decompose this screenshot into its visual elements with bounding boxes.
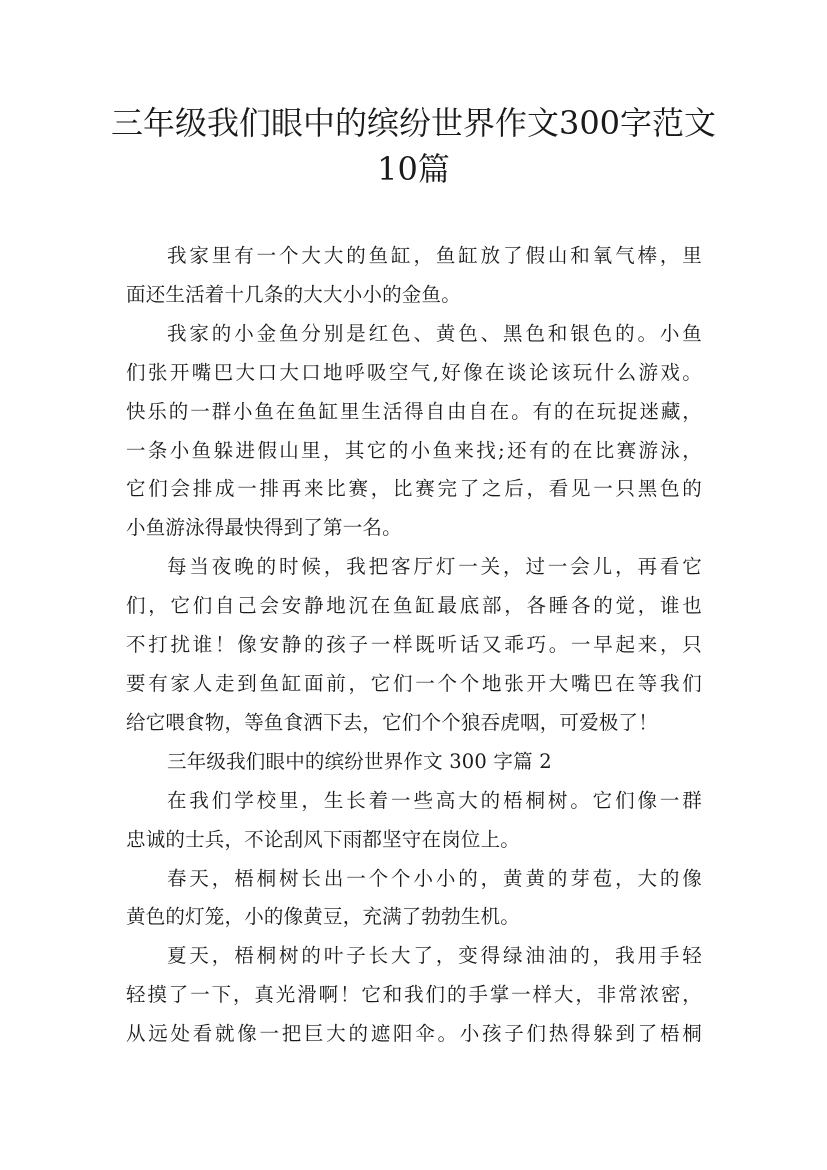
text-line: 快乐的一群小鱼在鱼缸里生活得自由自在。有的在玩捉迷藏，: [126, 399, 702, 423]
text-line: 我家里有一个大大的鱼缸，鱼缸放了假山和氧气棒，里: [167, 244, 702, 267]
text-line: 夏天，梧桐树的叶子长大了，变得绿油油的，我用手轻: [167, 944, 702, 968]
text-line: 给它喂食物，等鱼食洒下去，它们个个狼吞虎咽，可爱极了！: [126, 710, 658, 734]
text-line: 们，它们自己会安静地沉在鱼缸最底部，各睡各的觉，谁也: [126, 594, 702, 618]
text-line: 从远处看就像一把巨大的遮阳伞。小孩子们热得躲到了梧桐: [126, 1022, 702, 1046]
text-line: 每当夜晚的时候，我把客厅灯一关，过一会儿，再看它: [167, 555, 702, 579]
text-line: 一条小鱼躲进假山里，其它的小鱼来找;还有的在比赛游泳，: [126, 438, 702, 462]
text-line: 它们会排成一排再来比赛，比赛完了之后，看见一只黑色的: [126, 477, 702, 501]
text-line: 我家的小金鱼分别是红色、黄色、黑色和银色的。小鱼: [167, 321, 702, 345]
text-line: 们张开嘴巴大口大口地呼吸空气,好像在谈论该玩什么游戏。: [126, 360, 702, 384]
text-line: 面还生活着十几条的大大小小的金鱼。: [126, 282, 461, 306]
title-line-2: 10篇: [377, 150, 450, 188]
text-line: 忠诚的士兵，不论刮风下雨都坚守在岗位上。: [126, 827, 521, 851]
text-line: 在我们学校里，生长着一些高大的梧桐树。它们像一群: [167, 788, 702, 812]
text-line: 小鱼游泳得最快得到了第一名。: [126, 516, 402, 540]
text-line: 春天，梧桐树长出一个个小小的，黄黄的芽苞，大的像: [167, 866, 702, 890]
title-line-1: 三年级我们眼中的缤纷世界作文300字范文: [110, 104, 717, 142]
document-body: [126, 237, 702, 1054]
text-line: 要有家人走到鱼缸面前，它们一个个地张开大嘴巴在等我们: [126, 671, 702, 695]
text-line: 三年级我们眼中的缤纷世界作文 300 字篇 2: [167, 749, 552, 773]
text-line: 黄色的灯笼，小的像黄豆，充满了勃勃生机。: [126, 905, 521, 929]
text-line: 不打扰谁！像安静的孩子一样既听话又乖巧。一早起来，只: [126, 633, 702, 657]
document-title: [100, 100, 727, 192]
text-line: 轻摸了一下，真光滑啊！它和我们的手掌一样大，非常浓密，: [126, 983, 702, 1007]
